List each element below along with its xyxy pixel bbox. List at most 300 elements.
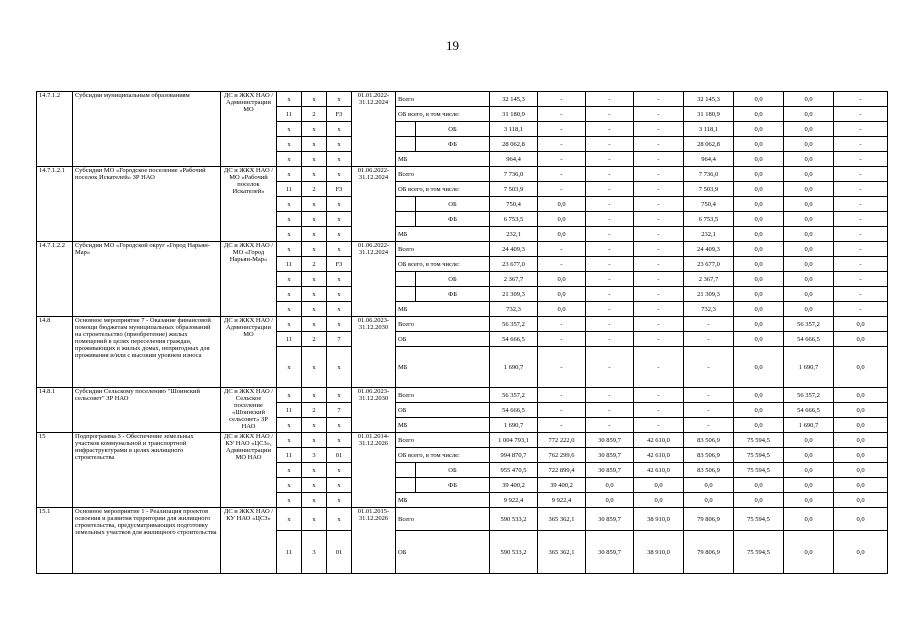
value-cell: - [634,302,684,317]
value-cell: 0,0 [734,182,784,197]
value-cell: 0,0 [634,493,684,508]
value-cell: 722 899,4 [538,463,586,478]
source-blank-cell [396,122,416,137]
row-name: Субсидии муниципальным образованиям [73,92,221,167]
value-cell: 0,0 [834,317,888,332]
source-cell: Всего [396,242,490,257]
value-cell: - [586,287,634,302]
code-cell: x [302,388,327,403]
value-cell: 31 180,9 [490,107,538,122]
value-cell: - [684,388,734,403]
value-cell: 56 357,2 [490,388,538,403]
source-cell: Всего [396,167,490,182]
code-cell: x [302,137,327,152]
value-cell: - [586,388,634,403]
value-cell: 79 806,9 [684,508,734,531]
value-cell: 0,0 [834,332,888,347]
code-cell: x [327,418,352,433]
value-cell: - [586,92,634,107]
code-cell: x [302,478,327,493]
value-cell: 7 736,0 [490,167,538,182]
value-cell: - [634,272,684,287]
row-code: 15 [37,433,73,508]
value-cell: 365 362,1 [538,531,586,574]
value-cell: 0,0 [834,433,888,448]
value-cell: 7 503,9 [490,182,538,197]
code-cell: x [302,167,327,182]
source-sub-cell: ОБ [416,272,490,287]
row-executor: ДС и ЖКХ НАО / МО «Рабочий поселок Искателей» [221,167,277,242]
row-code: 14.8 [37,317,73,388]
code-cell: x [277,418,302,433]
value-cell: 0,0 [834,403,888,418]
value-cell: 79 806,9 [684,531,734,574]
source-cell: ОБ всего, в том числе: [396,257,490,272]
value-cell: - [834,272,888,287]
code-cell: 2 [302,257,327,272]
value-cell: 7 736,0 [684,167,734,182]
row-executor: ДС и ЖКХ НАО / КУ НАО «ЦСЗ» [221,508,277,574]
value-cell: 0,0 [734,167,784,182]
value-cell: 232,1 [684,227,734,242]
value-cell: 28 062,8 [490,137,538,152]
value-cell: 0,0 [634,478,684,493]
row-period: 01.01.2014-31.12.2026 [352,433,396,508]
table-row [37,167,888,182]
code-cell: x [277,347,302,388]
code-cell: x [327,197,352,212]
source-sub-cell: ОБ [416,463,490,478]
code-cell: x [302,287,327,302]
value-cell: - [538,182,586,197]
code-cell: 7 [327,332,352,347]
value-cell: - [586,137,634,152]
value-cell: - [634,242,684,257]
code-cell: x [302,302,327,317]
value-cell: 3 118,1 [684,122,734,137]
value-cell: - [538,317,586,332]
code-cell: x [327,152,352,167]
code-cell: x [277,463,302,478]
value-cell: 0,0 [586,493,634,508]
value-cell: 0,0 [834,463,888,478]
value-cell: 0,0 [538,227,586,242]
code-cell: x [277,388,302,403]
value-cell: 54 666,5 [784,332,834,347]
source-cell: МБ [396,493,490,508]
code-cell: x [277,152,302,167]
value-cell: 0,0 [784,433,834,448]
value-cell: 0,0 [734,493,784,508]
value-cell: - [586,242,634,257]
row-name: Подпрограмма 3 - Обеспечение земельных участков коммунальной и транспортной инфраструктурами в целях жилищного строительства [73,433,221,508]
value-cell: - [586,107,634,122]
row-executor: ДС и ЖКХ НАО / Сельское поселение «Шоинский сельсовет» ЗР НАО [221,388,277,433]
value-cell: 0,0 [784,287,834,302]
value-cell: - [586,212,634,227]
code-cell: F3 [327,257,352,272]
code-cell: x [327,137,352,152]
value-cell: 365 362,1 [538,508,586,531]
value-cell: - [834,122,888,137]
code-cell: 2 [302,107,327,122]
code-cell: x [277,242,302,257]
row-name: Субсидии МО «Городское поселение «Рабочий поселок Искателей» ЗР НАО [73,167,221,242]
source-cell: МБ [396,152,490,167]
value-cell: 83 506,9 [684,463,734,478]
value-cell: 30 859,7 [586,463,634,478]
value-cell: - [634,388,684,403]
value-cell: 56 357,2 [784,317,834,332]
value-cell: - [834,137,888,152]
value-cell: - [586,317,634,332]
value-cell: - [586,152,634,167]
value-cell: 23 677,0 [490,257,538,272]
value-cell: 232,1 [490,227,538,242]
value-cell: - [586,227,634,242]
value-cell: - [684,347,734,388]
code-cell: x [302,347,327,388]
value-cell: - [634,152,684,167]
table-row [37,433,888,448]
value-cell: 56 357,2 [490,317,538,332]
value-cell: 1 690,7 [490,347,538,388]
value-cell: 0,0 [734,257,784,272]
code-cell: x [302,418,327,433]
table-row [37,92,888,107]
value-cell: - [586,197,634,212]
code-cell: x [327,433,352,448]
code-cell: x [327,122,352,137]
row-period: 01.06.2022-31.12.2024 [352,167,396,242]
code-cell: 01 [327,531,352,574]
value-cell: 964,4 [684,152,734,167]
value-cell: 42 610,0 [634,463,684,478]
value-cell: 42 610,0 [634,433,684,448]
value-cell: - [586,257,634,272]
value-cell: 0,0 [784,302,834,317]
value-cell: - [538,242,586,257]
value-cell: - [634,137,684,152]
value-cell: 0,0 [734,152,784,167]
value-cell: 83 506,9 [684,448,734,463]
value-cell: 0,0 [734,92,784,107]
value-cell: - [634,332,684,347]
value-cell: 762 299,6 [538,448,586,463]
source-sub-cell: ФБ [416,478,490,493]
value-cell: 32 145,3 [684,92,734,107]
value-cell: 39 400,2 [538,478,586,493]
value-cell: - [538,347,586,388]
code-cell: 7 [327,403,352,418]
code-cell: 11 [277,332,302,347]
code-cell: x [302,272,327,287]
source-cell: Всего [396,317,490,332]
value-cell: - [538,257,586,272]
value-cell: 994 870,7 [490,448,538,463]
code-cell: x [302,227,327,242]
value-cell: - [634,92,684,107]
value-cell: 21 309,3 [684,287,734,302]
code-cell: 2 [302,332,327,347]
value-cell: 23 677,0 [684,257,734,272]
code-cell: x [302,463,327,478]
value-cell: 38 910,0 [634,531,684,574]
code-cell: 11 [277,531,302,574]
table-row [37,508,888,531]
code-cell: x [302,92,327,107]
value-cell: 1 690,7 [490,418,538,433]
code-cell: x [327,493,352,508]
value-cell: 0,0 [784,508,834,531]
code-cell: 11 [277,448,302,463]
code-cell: x [302,152,327,167]
value-cell: 0,0 [834,347,888,388]
value-cell: 0,0 [834,508,888,531]
row-period: 01.06.2022-31.12.2024 [352,242,396,317]
source-blank-cell [396,197,416,212]
source-cell: МБ [396,227,490,242]
value-cell: - [834,152,888,167]
value-cell: 9 922,4 [490,493,538,508]
value-cell: - [634,227,684,242]
code-cell: x [327,242,352,257]
code-cell: x [277,122,302,137]
value-cell: - [538,332,586,347]
code-cell: x [277,227,302,242]
value-cell: 0,0 [586,478,634,493]
code-cell: 3 [302,448,327,463]
value-cell: - [538,167,586,182]
value-cell: - [634,212,684,227]
value-cell: 964,4 [490,152,538,167]
source-blank-cell [396,478,416,493]
value-cell: 0,0 [784,107,834,122]
value-cell: - [538,92,586,107]
row-period: 01.06.2023-31.12.2030 [352,388,396,433]
value-cell: 30 859,7 [586,508,634,531]
code-cell: x [327,287,352,302]
code-cell: x [327,508,352,531]
value-cell: 0,0 [734,478,784,493]
value-cell: 28 062,8 [684,137,734,152]
row-period: 01.01.2022-31.12.2024 [352,92,396,167]
page-number: 19 [446,38,459,53]
value-cell: - [834,257,888,272]
value-cell: 0,0 [834,388,888,403]
value-cell: 0,0 [734,418,784,433]
value-cell: 6 753,5 [684,212,734,227]
code-cell: x [277,478,302,493]
value-cell: - [586,418,634,433]
value-cell: - [586,302,634,317]
value-cell: 2 367,7 [684,272,734,287]
value-cell: 24 409,3 [490,242,538,257]
row-period: 01.01.2015-31.12.2026 [352,508,396,574]
code-cell: x [302,317,327,332]
code-cell: x [302,212,327,227]
value-cell: 0,0 [784,463,834,478]
value-cell: - [834,167,888,182]
code-cell: 3 [302,531,327,574]
value-cell: 590 533,2 [490,531,538,574]
value-cell: 75 594,5 [734,463,784,478]
source-cell: Всего [396,508,490,531]
value-cell: 30 859,7 [586,531,634,574]
value-cell: 75 594,5 [734,508,784,531]
source-blank-cell [396,272,416,287]
code-cell: x [277,212,302,227]
value-cell: 0,0 [734,227,784,242]
value-cell: 0,0 [784,122,834,137]
row-name: Основное мероприятие 7 - Оказание финансовой помощи бюджетам муниципальных образований на строительство (приобретение) жилых помещений в целях переселения граждан, проживающих в жилых домах, непригодных для проживания и/или с высоким уровнем износа [73,317,221,388]
code-cell: x [277,433,302,448]
value-cell: - [586,167,634,182]
value-cell: 0,0 [734,332,784,347]
value-cell: 7 503,9 [684,182,734,197]
row-executor: ДС и ЖКХ НАО / КУ НАО «ЦСЗ», Администрации МО НАО [221,433,277,508]
value-cell: - [586,182,634,197]
value-cell: 0,0 [784,167,834,182]
value-cell: - [634,257,684,272]
value-cell: - [586,403,634,418]
value-cell: - [684,317,734,332]
row-code: 14.8.1 [37,388,73,433]
value-cell: 9 922,4 [538,493,586,508]
value-cell: 0,0 [538,272,586,287]
value-cell: 750,4 [684,197,734,212]
source-cell: МБ [396,302,490,317]
code-cell: x [327,92,352,107]
value-cell: 0,0 [834,493,888,508]
code-cell: x [277,137,302,152]
value-cell: 1 690,7 [784,347,834,388]
row-code: 14.7.1.2.2 [37,242,73,317]
value-cell: 75 594,5 [734,433,784,448]
source-blank-cell [396,137,416,152]
value-cell: 0,0 [734,137,784,152]
value-cell: 1 004 793,1 [490,433,538,448]
source-blank-cell [396,463,416,478]
value-cell: 75 594,5 [734,448,784,463]
value-cell: - [834,107,888,122]
value-cell: - [634,122,684,137]
value-cell: 0,0 [784,212,834,227]
value-cell: - [834,302,888,317]
value-cell: - [634,182,684,197]
code-cell: x [302,493,327,508]
source-cell: ОБ [396,403,490,418]
source-sub-cell: ФБ [416,137,490,152]
value-cell: 54 666,5 [784,403,834,418]
code-cell: x [277,493,302,508]
code-cell: F3 [327,182,352,197]
value-cell: 0,0 [784,242,834,257]
source-blank-cell [396,287,416,302]
value-cell: - [586,347,634,388]
value-cell: - [538,388,586,403]
value-cell: 54 666,5 [490,332,538,347]
source-sub-cell: ОБ [416,197,490,212]
row-name: Субсидии Сельскому поселению "Шоинский сельсовет" ЗР НАО [73,388,221,433]
code-cell: x [327,388,352,403]
value-cell: 0,0 [784,493,834,508]
code-cell: x [277,287,302,302]
code-cell: x [277,197,302,212]
value-cell: 0,0 [734,302,784,317]
value-cell: 42 610,0 [634,448,684,463]
code-cell: x [302,433,327,448]
budget-table [36,91,888,574]
value-cell: 0,0 [784,152,834,167]
code-cell: x [277,167,302,182]
value-cell: 31 180,9 [684,107,734,122]
row-executor: ДС и ЖКХ НАО / МО «Город Нарьян-Мар» [221,242,277,317]
value-cell: 0,0 [784,478,834,493]
code-cell: x [277,272,302,287]
code-cell: 2 [302,403,327,418]
value-cell: - [538,107,586,122]
value-cell: - [586,122,634,137]
row-executor: ДС и ЖКХ НАО / Администрации МО [221,92,277,167]
value-cell: 732,3 [684,302,734,317]
code-cell: x [302,197,327,212]
code-cell: x [277,317,302,332]
value-cell: - [634,347,684,388]
value-cell: 0,0 [834,448,888,463]
value-cell: 0,0 [734,197,784,212]
value-cell: - [634,317,684,332]
source-sub-cell: ФБ [416,287,490,302]
value-cell: 1 690,7 [784,418,834,433]
value-cell: 0,0 [538,287,586,302]
value-cell: 0,0 [834,478,888,493]
code-cell: 2 [302,182,327,197]
value-cell: 0,0 [784,197,834,212]
code-cell: 11 [277,182,302,197]
value-cell: - [634,197,684,212]
value-cell: - [586,272,634,287]
source-cell: ОБ всего, в том числе: [396,448,490,463]
source-cell: МБ [396,418,490,433]
code-cell: x [327,463,352,478]
value-cell: 0,0 [834,531,888,574]
value-cell: 0,0 [734,347,784,388]
value-cell: 39 400,2 [490,478,538,493]
value-cell: - [538,137,586,152]
code-cell: x [327,167,352,182]
value-cell: 30 859,7 [586,448,634,463]
code-cell: x [327,212,352,227]
value-cell: - [586,332,634,347]
value-cell: 0,0 [538,302,586,317]
value-cell: - [634,403,684,418]
value-cell: 0,0 [784,92,834,107]
code-cell: x [302,122,327,137]
value-cell: 0,0 [784,257,834,272]
source-cell: ОБ [396,332,490,347]
value-cell: - [834,182,888,197]
value-cell: 0,0 [784,272,834,287]
source-cell: МБ [396,347,490,388]
code-cell: x [302,242,327,257]
code-cell: x [277,508,302,531]
value-cell: 0,0 [734,317,784,332]
row-code: 14.7.1.2.1 [37,167,73,242]
value-cell: 0,0 [784,448,834,463]
value-cell: 30 859,7 [586,433,634,448]
value-cell: - [538,122,586,137]
